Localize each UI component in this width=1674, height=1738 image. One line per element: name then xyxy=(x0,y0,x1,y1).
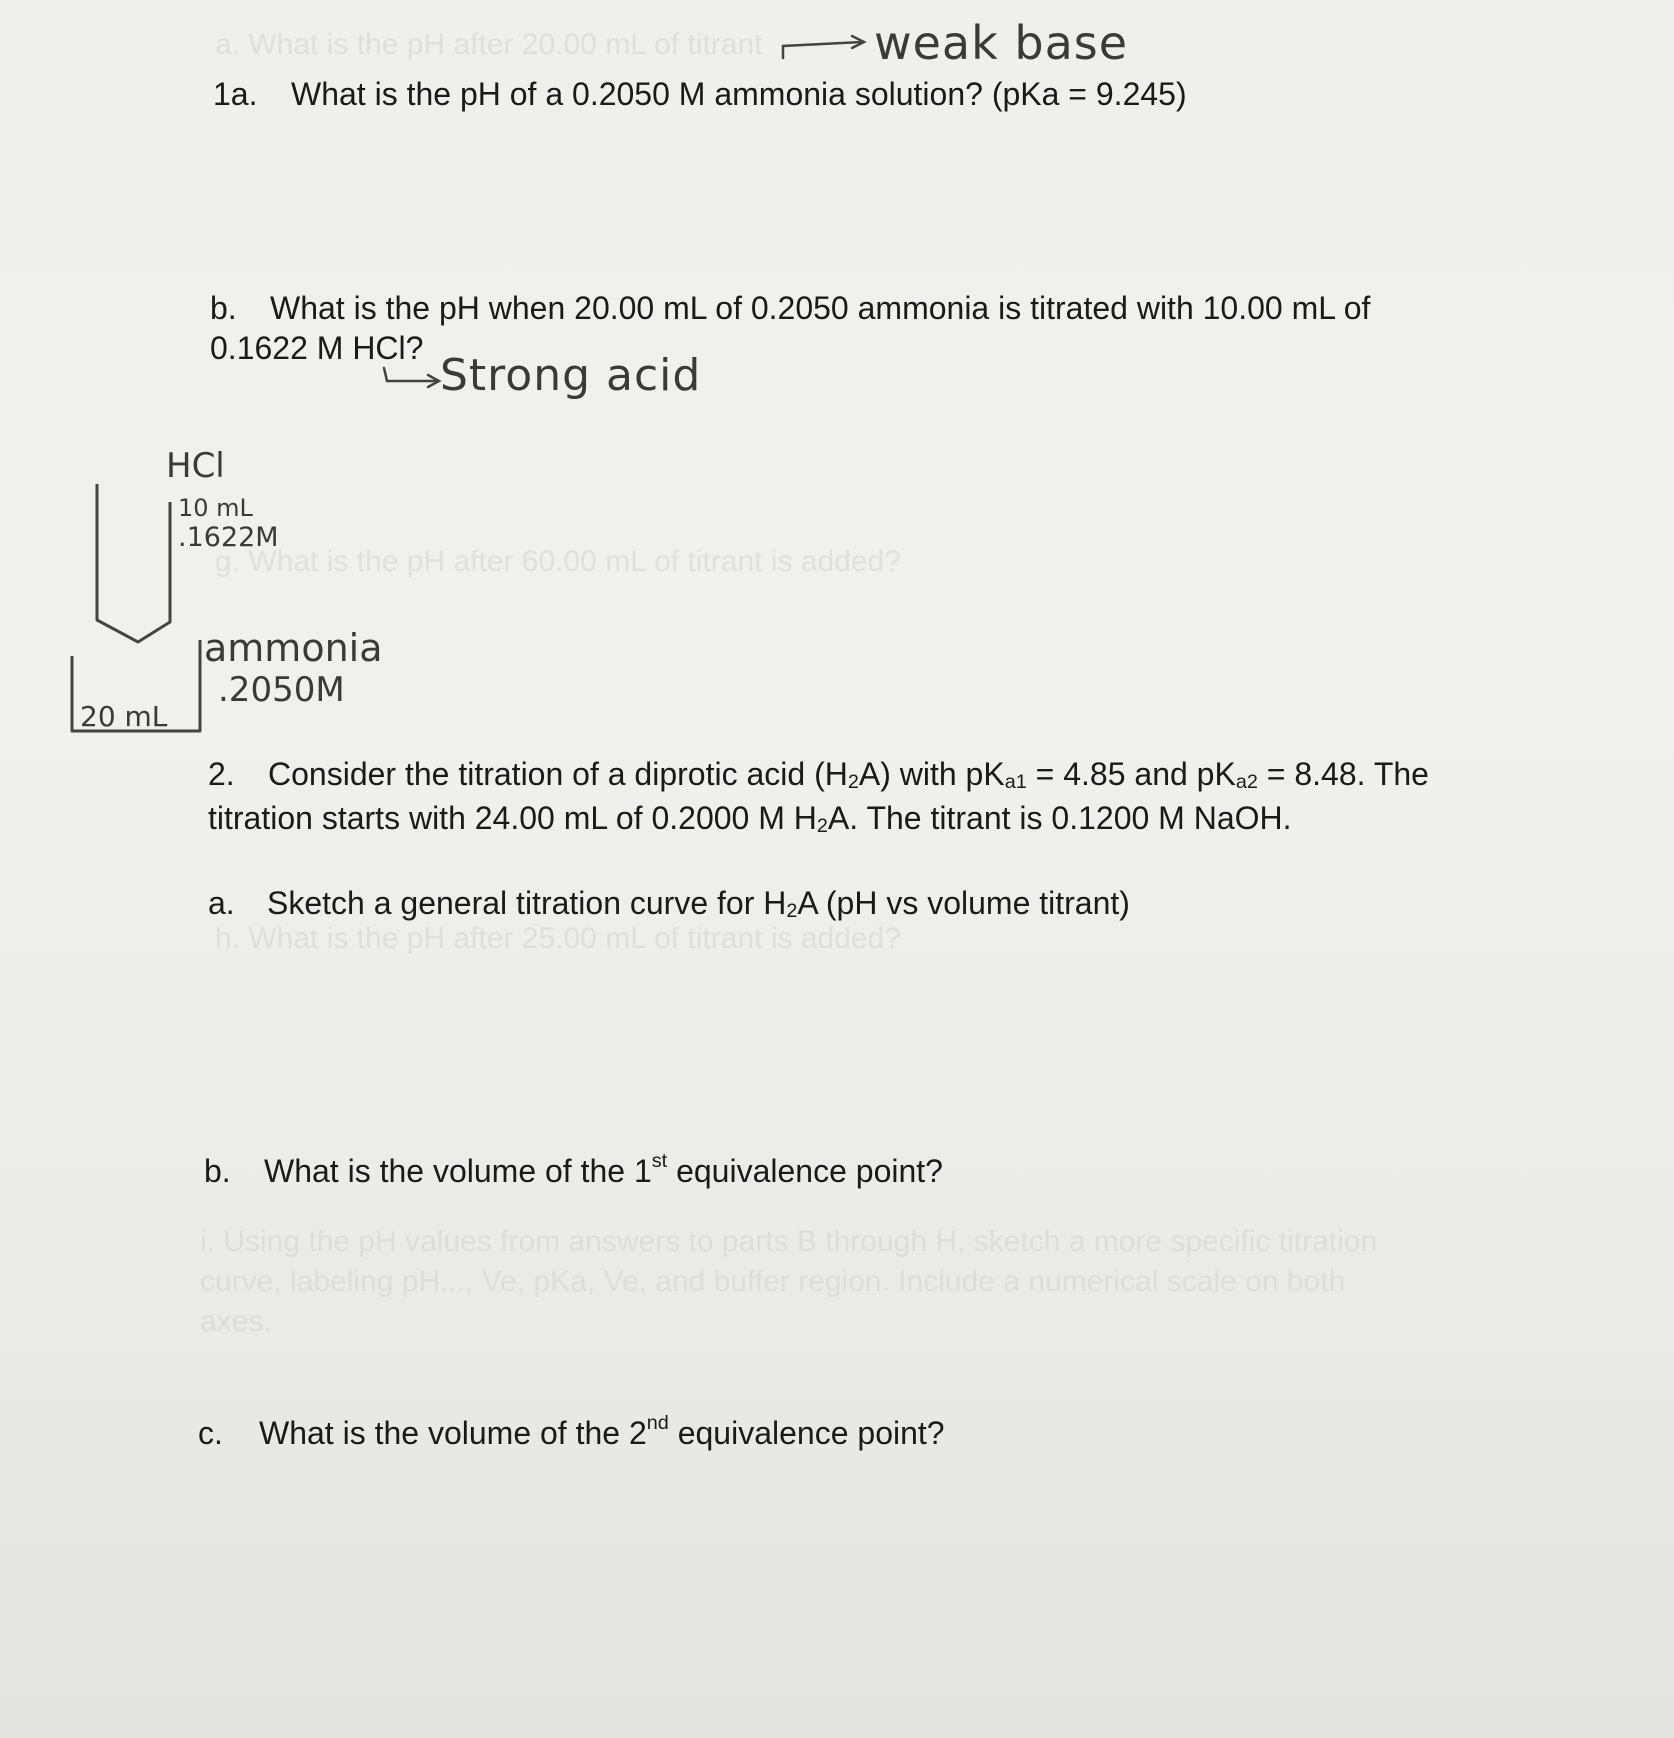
question-2-sub-1: 2 xyxy=(847,770,859,793)
annotation-ammonia-label: ammonia xyxy=(204,626,383,670)
question-1a-number: 1a. xyxy=(213,76,258,112)
question-2-sub-2: a1 xyxy=(1004,770,1027,793)
question-2-text-b: A) with pK xyxy=(858,756,1005,792)
question-2-sub-3: a2 xyxy=(1235,770,1258,793)
question-2-text-a: Consider the titration of a diprotic acid (H xyxy=(268,756,848,792)
question-2-line2-sub: 2 xyxy=(816,814,828,837)
ghost-text-bottom-2: curve, labeling pH..., Ve, pKa, Ve, and buffer region. Include a numerical scale on both xyxy=(200,1265,1346,1298)
ghost-text-top: a. What is the pH after 20.00 mL of titrant xyxy=(215,28,763,61)
question-2b-text-a: What is the volume of the 1 xyxy=(264,1152,652,1189)
annotation-hcl-conc: .1622M xyxy=(178,522,279,553)
annotation-ammonia-conc: .2050M xyxy=(218,670,345,710)
annotation-strong-acid: Strong acid xyxy=(440,350,702,401)
annotation-ammonia-volume: 20 mL xyxy=(80,700,168,733)
question-2-line2-a: titration starts with 24.00 mL of 0.2000 M H xyxy=(208,800,817,836)
question-2b-text-b: equivalence point? xyxy=(667,1152,943,1189)
weak-base-arrow xyxy=(783,42,862,58)
ghost-text-bottom-3: axes. xyxy=(200,1305,272,1338)
question-2a-text-b: A (pH vs volume titrant) xyxy=(797,885,1130,921)
question-1b-line2: 0.1622 M HCl? xyxy=(210,330,424,366)
question-2c-text-a: What is the volume of the 2 xyxy=(259,1414,647,1451)
burette-outline xyxy=(97,484,170,642)
question-2a-text-a: Sketch a general titration curve for H xyxy=(267,885,787,921)
question-2-text-d: = 8.48. The xyxy=(1257,756,1429,792)
question-1b-number: b. xyxy=(210,290,237,326)
annotation-weak-base: weak base xyxy=(874,16,1129,70)
question-2c-sup: nd xyxy=(646,1412,669,1434)
question-2a-number: a. xyxy=(208,885,235,921)
annotation-hcl-volume: 10 mL xyxy=(178,494,253,522)
question-2-text-c: = 4.85 and pK xyxy=(1026,756,1236,792)
annotation-hcl-label: HCl xyxy=(166,446,225,486)
ghost-text-middle: g. What is the pH after 60.00 mL of titrant is added? xyxy=(215,545,901,578)
ghost-text-lower: h. What is the pH after 25.00 mL of titrant is added? xyxy=(215,922,901,955)
question-1a-text: What is the pH of a 0.2050 M ammonia solution? (pKa = 9.245) xyxy=(291,76,1187,112)
question-2b-number: b. xyxy=(204,1152,231,1189)
question-2-line2-b: A. The titrant is 0.1200 M NaOH. xyxy=(827,800,1292,836)
question-2b-sup: st xyxy=(651,1150,668,1172)
question-1b-line1: What is the pH when 20.00 mL of 0.2050 ammonia is titrated with 10.00 mL of xyxy=(270,290,1371,326)
question-2c-number: c. xyxy=(198,1414,223,1451)
question-2c-text-b: equivalence point? xyxy=(668,1414,945,1451)
ghost-text-bottom-1: i. Using the pH values from answers to parts B through H, sketch a more specific titration xyxy=(200,1225,1378,1258)
question-2-number: 2. xyxy=(208,756,235,792)
question-2a-sub: 2 xyxy=(786,899,798,922)
